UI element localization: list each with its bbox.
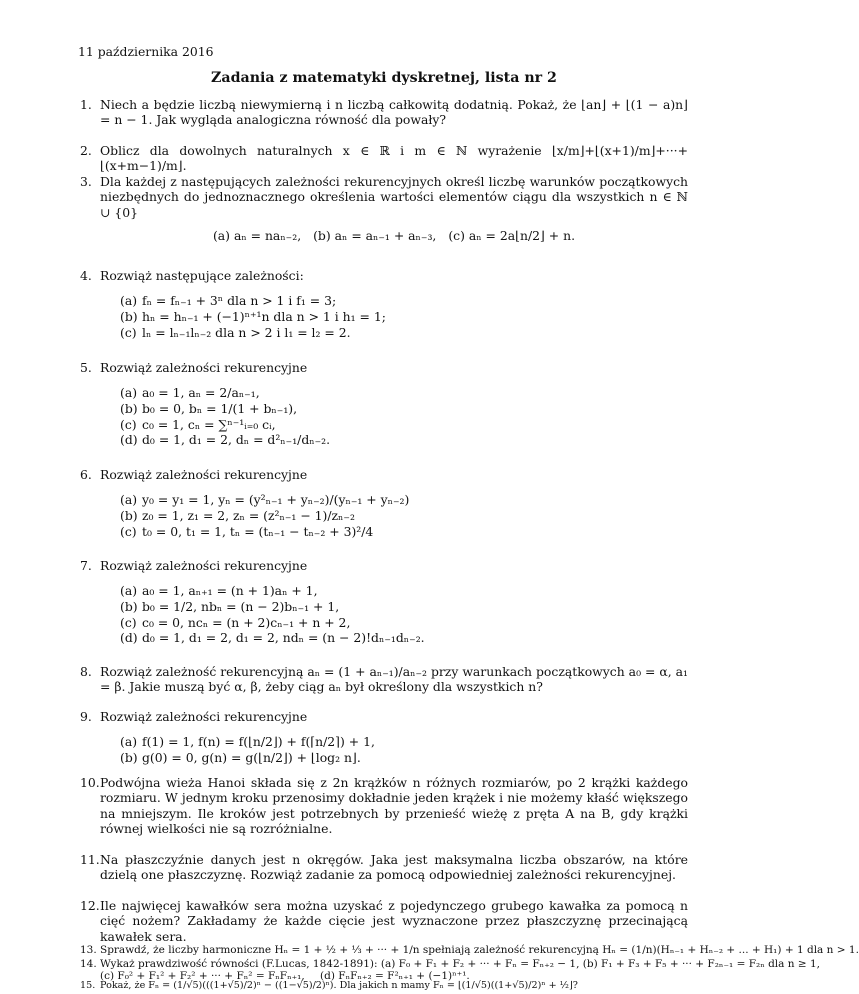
problem-text: (c) F₀² + F₁² + F₂² + ··· + Fₙ² = FₙFₙ₊₁, (d) FₙFₙ₊₂ = F²ₙ₊₁ + (−1)ⁿ⁺¹. [100,970,470,982]
problem-5 [80,360,688,448]
problem-number: 5. [80,360,92,375]
item: (b) g(0) = 0, g(n) = g(⌊n/2⌋) + ⌊log₂ n⌋. [120,749,361,765]
problem-9 [80,709,688,766]
problem-number: 10. [80,775,100,790]
problem-15 [80,981,688,992]
problem-text: Podwójna wieża Hanoi składa się z 2n krążków n różnych rozmiarów, po 2 krążki każdego rozmiaru. W jednym kroku przenosimy dokładnie jeden krążek i nie możemy kłaść większego na mniejszym. Ile kroków jest potrzebnych by przenieść wieżę z pręta A na B, gdy krążki równej wielkości nie są rozróżnialne. [100,775,688,837]
item: (b) b₀ = 1/2, nbₙ = (n − 2)bₙ₋₁ + 1, [120,598,340,614]
problem-number: 7. [80,558,92,573]
problem-14 [80,958,821,970]
item: (a) f(1) = 1, f(n) = f(⌊n/2⌋) + f(⌈n/2⌉) + 1, [120,734,375,750]
problem-2 [80,143,688,174]
problem-4 [80,268,688,340]
problem-number: 4. [80,268,92,283]
item-c: (c) aₙ = 2a⌊n/2⌋ + n. [448,228,576,244]
problem-1 [80,97,688,128]
problem-text: Niech a będzie liczbą niewymierną i n liczbą całkowitą dodatnią. Pokaż, że ⌊an⌋ + ⌊(1 − a)n⌋ = n − 1. Jak wygląda analogiczna równość dla powały? [100,97,688,128]
problem-text: Sprawdź, że liczby harmoniczne Hₙ = 1 + ½ + ⅓ + ··· + 1/n spełniają zależność rekurencyjną Hₙ = (1/n)(Hₙ₋₁ + Hₙ₋₂ + ... + H₁) + 1 dla n > 1. [100,944,859,956]
item: (a) fₙ = fₙ₋₁ + 3ⁿ dla n > 1 i f₁ = 3; [120,293,337,309]
problem-number: 14. [80,958,97,970]
problem-number: 1. [80,97,92,112]
date: 11 października 2016 [78,44,214,59]
problem-text: Rozwiąż następujące zależności: [100,268,304,283]
item: (d) d₀ = 1, d₁ = 2, dₙ = d²ₙ₋₁/dₙ₋₂. [120,432,331,448]
problem-number: 12. [80,898,100,913]
problem-text: Ile najwięcej kawałków sera można uzyskać z pojedynczego grubego kawałka za pomocą n cięć nożem? Zakładamy że każde cięcie jest wyznaczone przez płaszczyznę przecinającą kawałek sera. [100,898,688,944]
problem-number: 13. [80,944,97,956]
problem-number: 15. [80,980,96,991]
problem-text: Rozwiąż zależności rekurencyjne [100,709,308,724]
problem-text: Wykaż prawdziwość równości (F.Lucas, 1842-1891): (a) F₀ + F₁ + F₂ + ··· + Fₙ = Fₙ₊₂ − 1, (b) F₁ + F₃ + F₅ + ··· + F₂ₙ₋₁ = F₂ₙ dla n ≥ 1, [100,958,821,970]
item: (b) z₀ = 1, z₁ = 2, zₙ = (z²ₙ₋₁ − 1)/zₙ₋₂ [120,507,355,523]
problem-3-items [100,228,688,243]
problem-6 [80,467,688,539]
problem-text: Rozwiąż zależności rekurencyjne [100,467,308,482]
item: (a) a₀ = 1, aₙ = 2/aₙ₋₁, [120,385,260,401]
problem-8 [80,664,688,695]
item: (c) lₙ = lₙ₋₁lₙ₋₂ dla n > 2 i l₁ = l₂ = 2. [120,324,351,340]
problem-text: Rozwiąż zależność rekurencyjną aₙ = (1 + aₙ₋₁)/aₙ₋₂ przy warunkach początkowych a₀ = α, a₁ = β. Jakie muszą być α, β, żeby ciąg aₙ był określony dla wszystkich n? [100,664,688,695]
problem-number: 11. [80,852,100,867]
problem-text: Na płaszczyźnie danych jest n okręgów. Jaka jest maksymalna liczba obszarów, na które dzielą one płaszczyznę. Rozwiąż zadanie za pomocą odpowiedniej zależności rekurencyjnej. [100,852,688,883]
problem-10 [80,775,688,837]
problem-11 [80,852,688,883]
problem-number: 8. [80,664,92,679]
problem-text: Pokaż, że Fₙ = (1/√5)(((1+√5)/2)ⁿ − ((1−√5)/2)ⁿ). Dla jakich n mamy Fₙ = ⌊(1/√5)((1+√5)/2)ⁿ + ½⌋? [100,980,578,991]
problem-text: Rozwiąż zależności rekurencyjne [100,558,308,573]
problem-12 [80,898,688,944]
item: (c) c₀ = 1, cₙ = ∑ⁿ⁻¹ᵢ₌₀ cᵢ, [120,416,276,432]
item: (d) d₀ = 1, d₁ = 2, d₁ = 2, ndₙ = (n − 2)!dₙ₋₁dₙ₋₂. [120,630,425,646]
item: (b) hₙ = hₙ₋₁ + (−1)ⁿ⁺¹n dla n > 1 i h₁ = 1; [120,308,386,324]
problem-text: Oblicz dla dowolnych naturalnych x ∈ ℝ i m ∈ ℕ wyrażenie ⌊x/m⌋+⌊(x+1)/m⌋+···+⌊(x+m−1)/m⌋. [100,143,688,174]
problem-7 [80,558,688,646]
item: (a) a₀ = 1, aₙ₊₁ = (n + 1)aₙ + 1, [120,583,318,599]
problem-number: 3. [80,174,92,189]
item: (b) b₀ = 0, bₙ = 1/(1 + bₙ₋₁), [120,400,298,416]
item: (c) t₀ = 0, t₁ = 1, tₙ = (tₙ₋₁ − tₙ₋₂ + 3)²/4 [120,523,374,539]
problem-number: 2. [80,143,92,158]
problem-number: 9. [80,709,92,724]
problem-number: 6. [80,467,92,482]
item-a: (a) aₙ = naₙ₋₂, [212,228,302,244]
problem-text: Rozwiąż zależności rekurencyjne [100,360,308,375]
item: (c) c₀ = 0, ncₙ = (n + 2)cₙ₋₁ + n + 2, [120,614,351,630]
problem-13 [80,944,859,956]
item: (a) y₀ = y₁ = 1, yₙ = (y²ₙ₋₁ + yₙ₋₂)/(yₙ₋₁ + yₙ₋₂) [120,492,410,508]
item-b: (b) aₙ = aₙ₋₁ + aₙ₋₃, [313,228,437,244]
problem-3 [80,174,688,244]
problem-text: Dla każdej z następujących zależności rekurencyjnych określ liczbę warunków początkowych niezbędnych do jednoznacznego określenia wartości elementów ciągu dla wszystkich n ∈ ℕ ∪ {0} [100,174,688,220]
page-title: Zadania z matematyki dyskretnej, lista nr 2 [211,70,557,86]
